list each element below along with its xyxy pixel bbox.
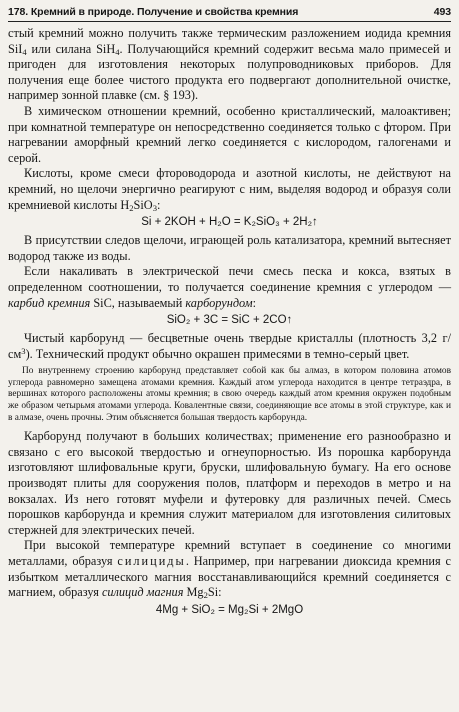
equation: 4Mg + SiO₂ = Mg₂Si + 2MgO <box>155 603 304 616</box>
paragraph: стый кремний можно получить также термическим разложением иодида кремния SiI$_4$ или силана SiH$_4$. Получающийся кремний содержит весьма мало примесей и пригоден для изготовления некоторых полупроводниковых приборов. Для получения еще более чистого продукта его подвергают дополнительной очистке, например зонной плавке (см. § 193). <box>8 26 451 103</box>
equation: SiO₂ + 3C = SiC + 2CO↑ <box>166 314 293 327</box>
equation: Si + 2KOH + H₂O = K₂SiO₃ + 2H₂↑ <box>141 216 318 229</box>
note-paragraph: По внутреннему строению карборунд представляет собой как бы алмаз, в котором половина атомов углерода равномерно замещена атомами кремния. Каждый атом углерода находится в центре тетраэдра, в вершинах которого расположены атомы кремния; в свою очередь каждый атом кремния окружен подобным же образом четырьмя атомами углерода. Ковалентные связи, соединяющие все атомы в этой структуре, как и в алмазе, очень прочны. Этим объясняется большая твердость карборунда. <box>8 366 451 423</box>
section-title: 178. Кремний в природе. Получение и свойства кремния <box>8 6 299 18</box>
paragraph: Чистый карборунд — бесцветные очень твердые кристаллы (плотность 3,2 $г/см^3$). Технический продукт обычно окрашен примесями в темно-серый цвет. <box>8 331 451 361</box>
paragraph: При высокой температуре кремний вступает в соединение со многими металлами, образуя силициды. Например, при нагревании диоксида кремния с избытком металлического магния восстанавливающийся кремний соединяется с магнием, образуя силицид магния $Mg_2Si$: <box>8 538 451 601</box>
main-text-continued <box>8 429 451 619</box>
main-text <box>8 26 451 362</box>
paragraph: Карборунд получают в больших количествах; применение его разнообразно и связано с его высокой твердостью и огнеупорностью. Из порошка карборунда изготовляют шлифовальные круги, бруски, шлифовальную бумагу. На его основе производят плиты для сооружения полов, платформ и переходов в метро и на вокзалах. Из него готовят муфели и футеровку для различных печей. Смесь порошков карборунда и кремния служит материалом для изготовления силитовых стержней для электрических печей. <box>8 429 451 537</box>
small-print-note <box>8 366 451 424</box>
page-number: 493 <box>433 6 451 18</box>
paragraph: Если накаливать в электрической печи смесь песка и кокса, взятых в определенном соотношении, то получается соединение кремния с углеродом — карбид кремния SiC, называемый карборундом: <box>8 264 451 310</box>
paragraph: В присутствии следов щелочи, играющей роль катализатора, кремний вытесняет водород также из воды. <box>8 233 451 263</box>
running-head <box>8 6 451 22</box>
paragraph: Кислоты, кроме смеси фтороводорода и азотной кислоты, не действуют на кремний, но щелочи энергично реагируют с ним, выделяя водород и образуя соли кремниевой кислоты $H_2SiO_3$: <box>8 166 451 213</box>
paragraph: В химическом отношении кремний, особенно кристаллический, малоактивен; при комнатной температуре он непосредственно соединяется только с фтором. При нагревании аморфный кремний легко соединяется с кислородом, галогенами и серой. <box>8 103 451 165</box>
